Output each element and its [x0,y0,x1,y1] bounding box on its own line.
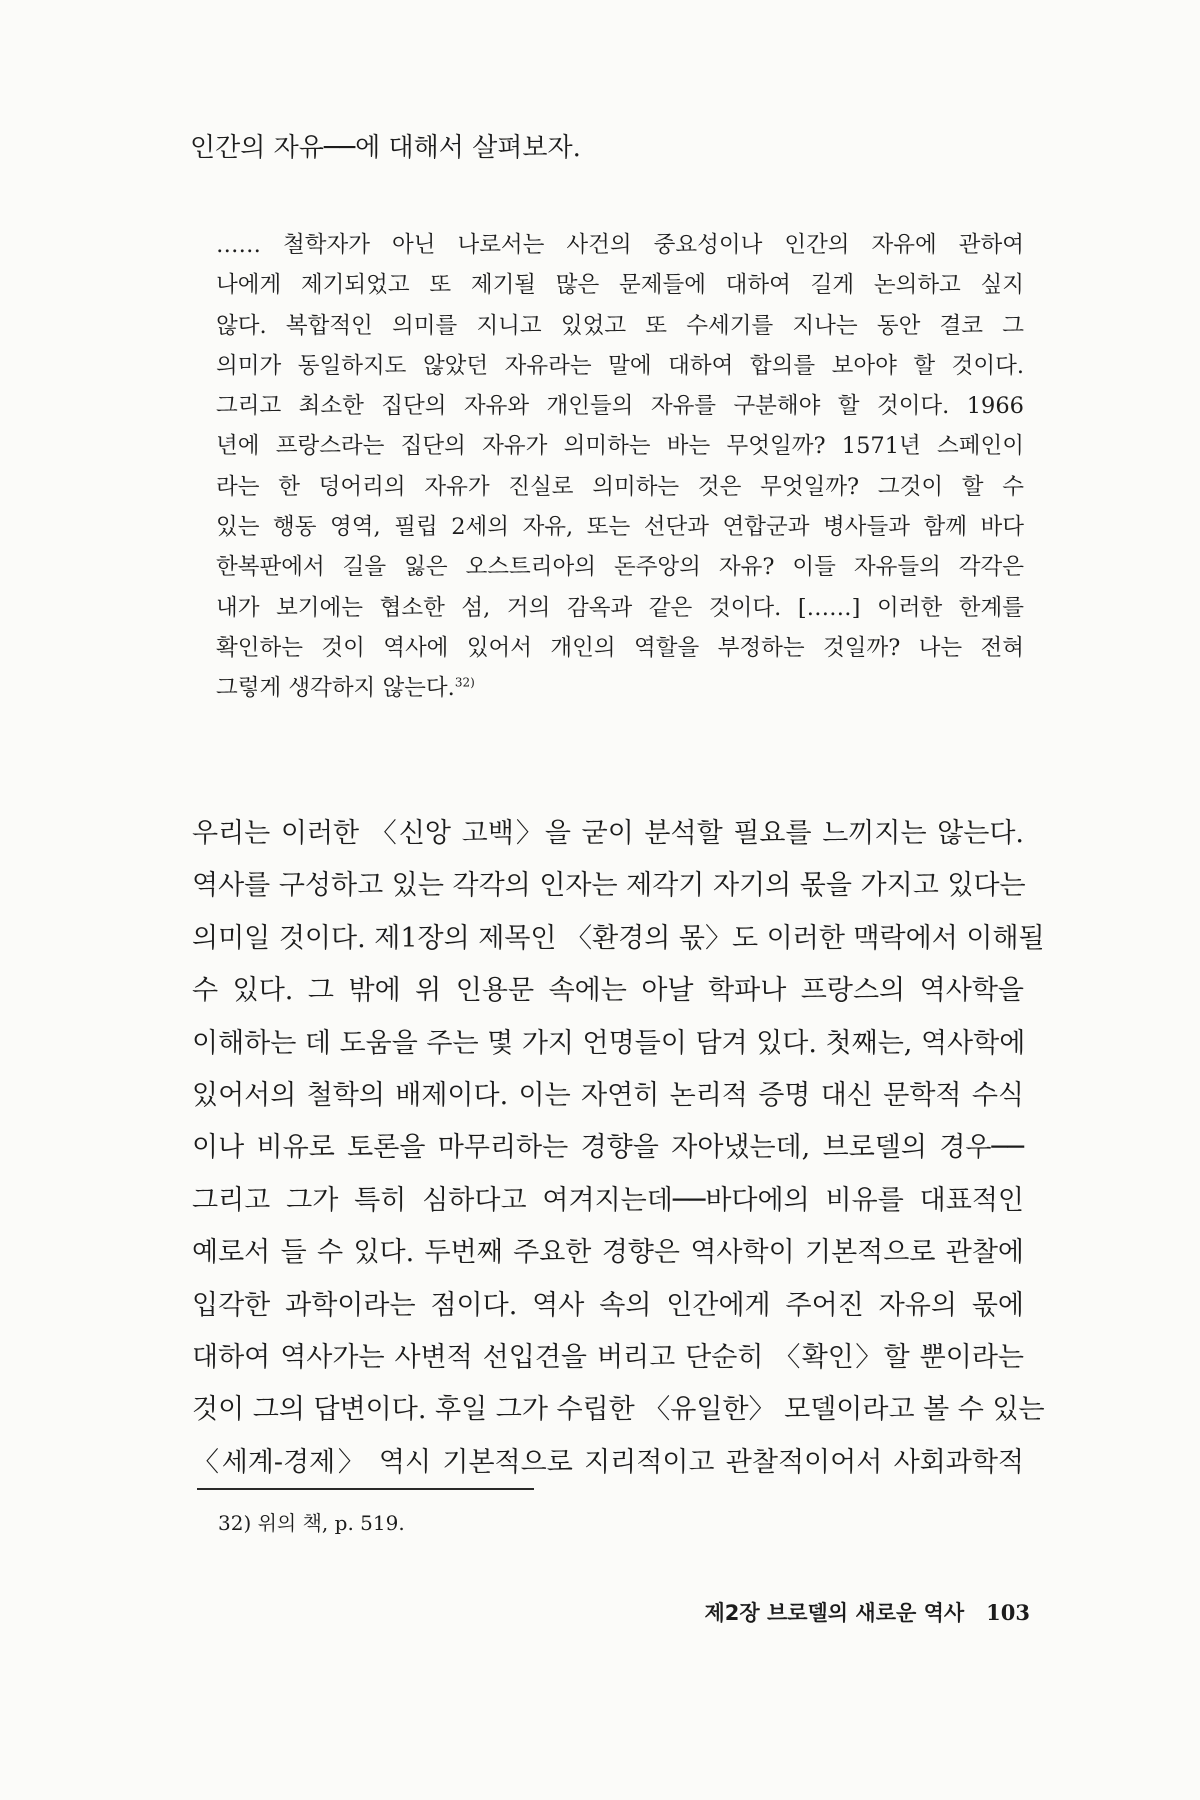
body-line: 수 있다. 그 밖에 위 인용문 속에는 아날 학파나 프랑스의 역사학을 [192,975,1024,1007]
quote-line: 의미가 동일하지도 않았던 자유라는 말에 대하여 합의를 보아야 할 것이다. [216,352,1024,379]
quote-line: 한복판에서 길을 잃은 오스트리아의 돈주앙의 자유? 이들 자유들의 각각은 [216,554,1024,581]
quote-line: 있는 행동 영역, 필립 2세의 자유, 또는 선단과 연합군과 병사들과 함께 바다 [216,514,1024,541]
quote-line-text: 그렇게 생각하지 않는다. [216,675,455,702]
body-paragraph [192,808,1045,1489]
body-line: 예로서 들 수 있다. 두번째 주요한 경향은 역사학이 기본적으로 관찰에 [192,1237,1024,1269]
quote-line: 않다. 복합적인 의미를 지니고 있었고 또 수세기를 지나는 동안 결코 그 [216,312,1024,339]
block-quote [216,225,1024,709]
quote-last-line [216,668,1024,708]
body-line: 의미일 것이다. 제1장의 제목인 〈환경의 몫〉도 이러한 맥락에서 이해될 [192,922,1045,954]
body-line: 우리는 이러한 〈신앙 고백〉을 굳이 분석할 필요를 느끼지는 않는다. [192,818,1024,849]
body-line: 이나 비유로 토론을 마무리하는 경향을 자아냈는데, 브로델의 경우── [192,1132,1024,1164]
page-number: 103 [986,1600,1030,1625]
chapter-title: 제2장 브로델의 새로운 역사 [704,1601,965,1625]
quote-line: 그리고 최소한 집단의 자유와 개인들의 자유를 구분해야 할 것이다. 1966 [216,393,1024,420]
running-footer [660,1598,1030,1628]
quote-line: 라는 한 덩어리의 자유가 진실로 의미하는 것은 무엇일까? 그것이 할 수 [216,473,1024,500]
body-line: 역사를 구성하고 있는 각각의 인자는 제각기 자기의 몫을 가지고 있다는 [192,870,1026,902]
quote-line: 내가 보기에는 협소한 섬, 거의 감옥과 같은 것이다. [……] 이러한 한계를 [216,594,1024,621]
quote-line: 년에 프랑스라는 집단의 자유가 의미하는 바는 무엇일까? 1571년 스페인이 [216,433,1024,460]
intro-text-line: 인간의 자유──에 대해서 살펴보자. [190,133,581,163]
quote-line: …… 철학자가 아닌 나로서는 사건의 중요성이나 인간의 자유에 관하여 [216,232,1024,258]
quote-line: 확인하는 것이 역사에 있어서 개인의 역할을 부정하는 것일까? 나는 전혀 [216,634,1024,661]
body-line: 이해하는 데 도움을 주는 몇 가지 언명들이 담겨 있다. 첫째는, 역사학에 [192,1027,1026,1059]
footnote-divider [197,1488,534,1490]
body-line: 그리고 그가 특히 심하다고 여겨지는데──바다에의 비유를 대표적인 [192,1184,1024,1216]
body-line: 입각한 과학이라는 점이다. 역사 속의 인간에게 주어진 자유의 몫에 [192,1289,1024,1321]
footnote: 32) 위의 책, p. 519. [218,1511,405,1535]
footnote-reference: 32) [454,675,475,690]
body-line: 것이 그의 답변이다. 후일 그가 수립한 〈유일한〉 모델이라고 볼 수 있는 [192,1394,1045,1426]
body-line: 〈세계-경제〉 역시 기본적으로 지리적이고 관찰적이어서 사회과학적 [192,1446,1024,1478]
body-line: 대하여 역사가는 사변적 선입견을 버리고 단순히 〈확인〉할 뿐이라는 [192,1341,1024,1373]
body-line: 있어서의 철학의 배제이다. 이는 자연히 논리적 증명 대신 문학적 수식 [192,1079,1024,1111]
quote-line: 나에게 제기되었고 또 제기될 많은 문제들에 대하여 길게 논의하고 싶지 [216,272,1024,299]
